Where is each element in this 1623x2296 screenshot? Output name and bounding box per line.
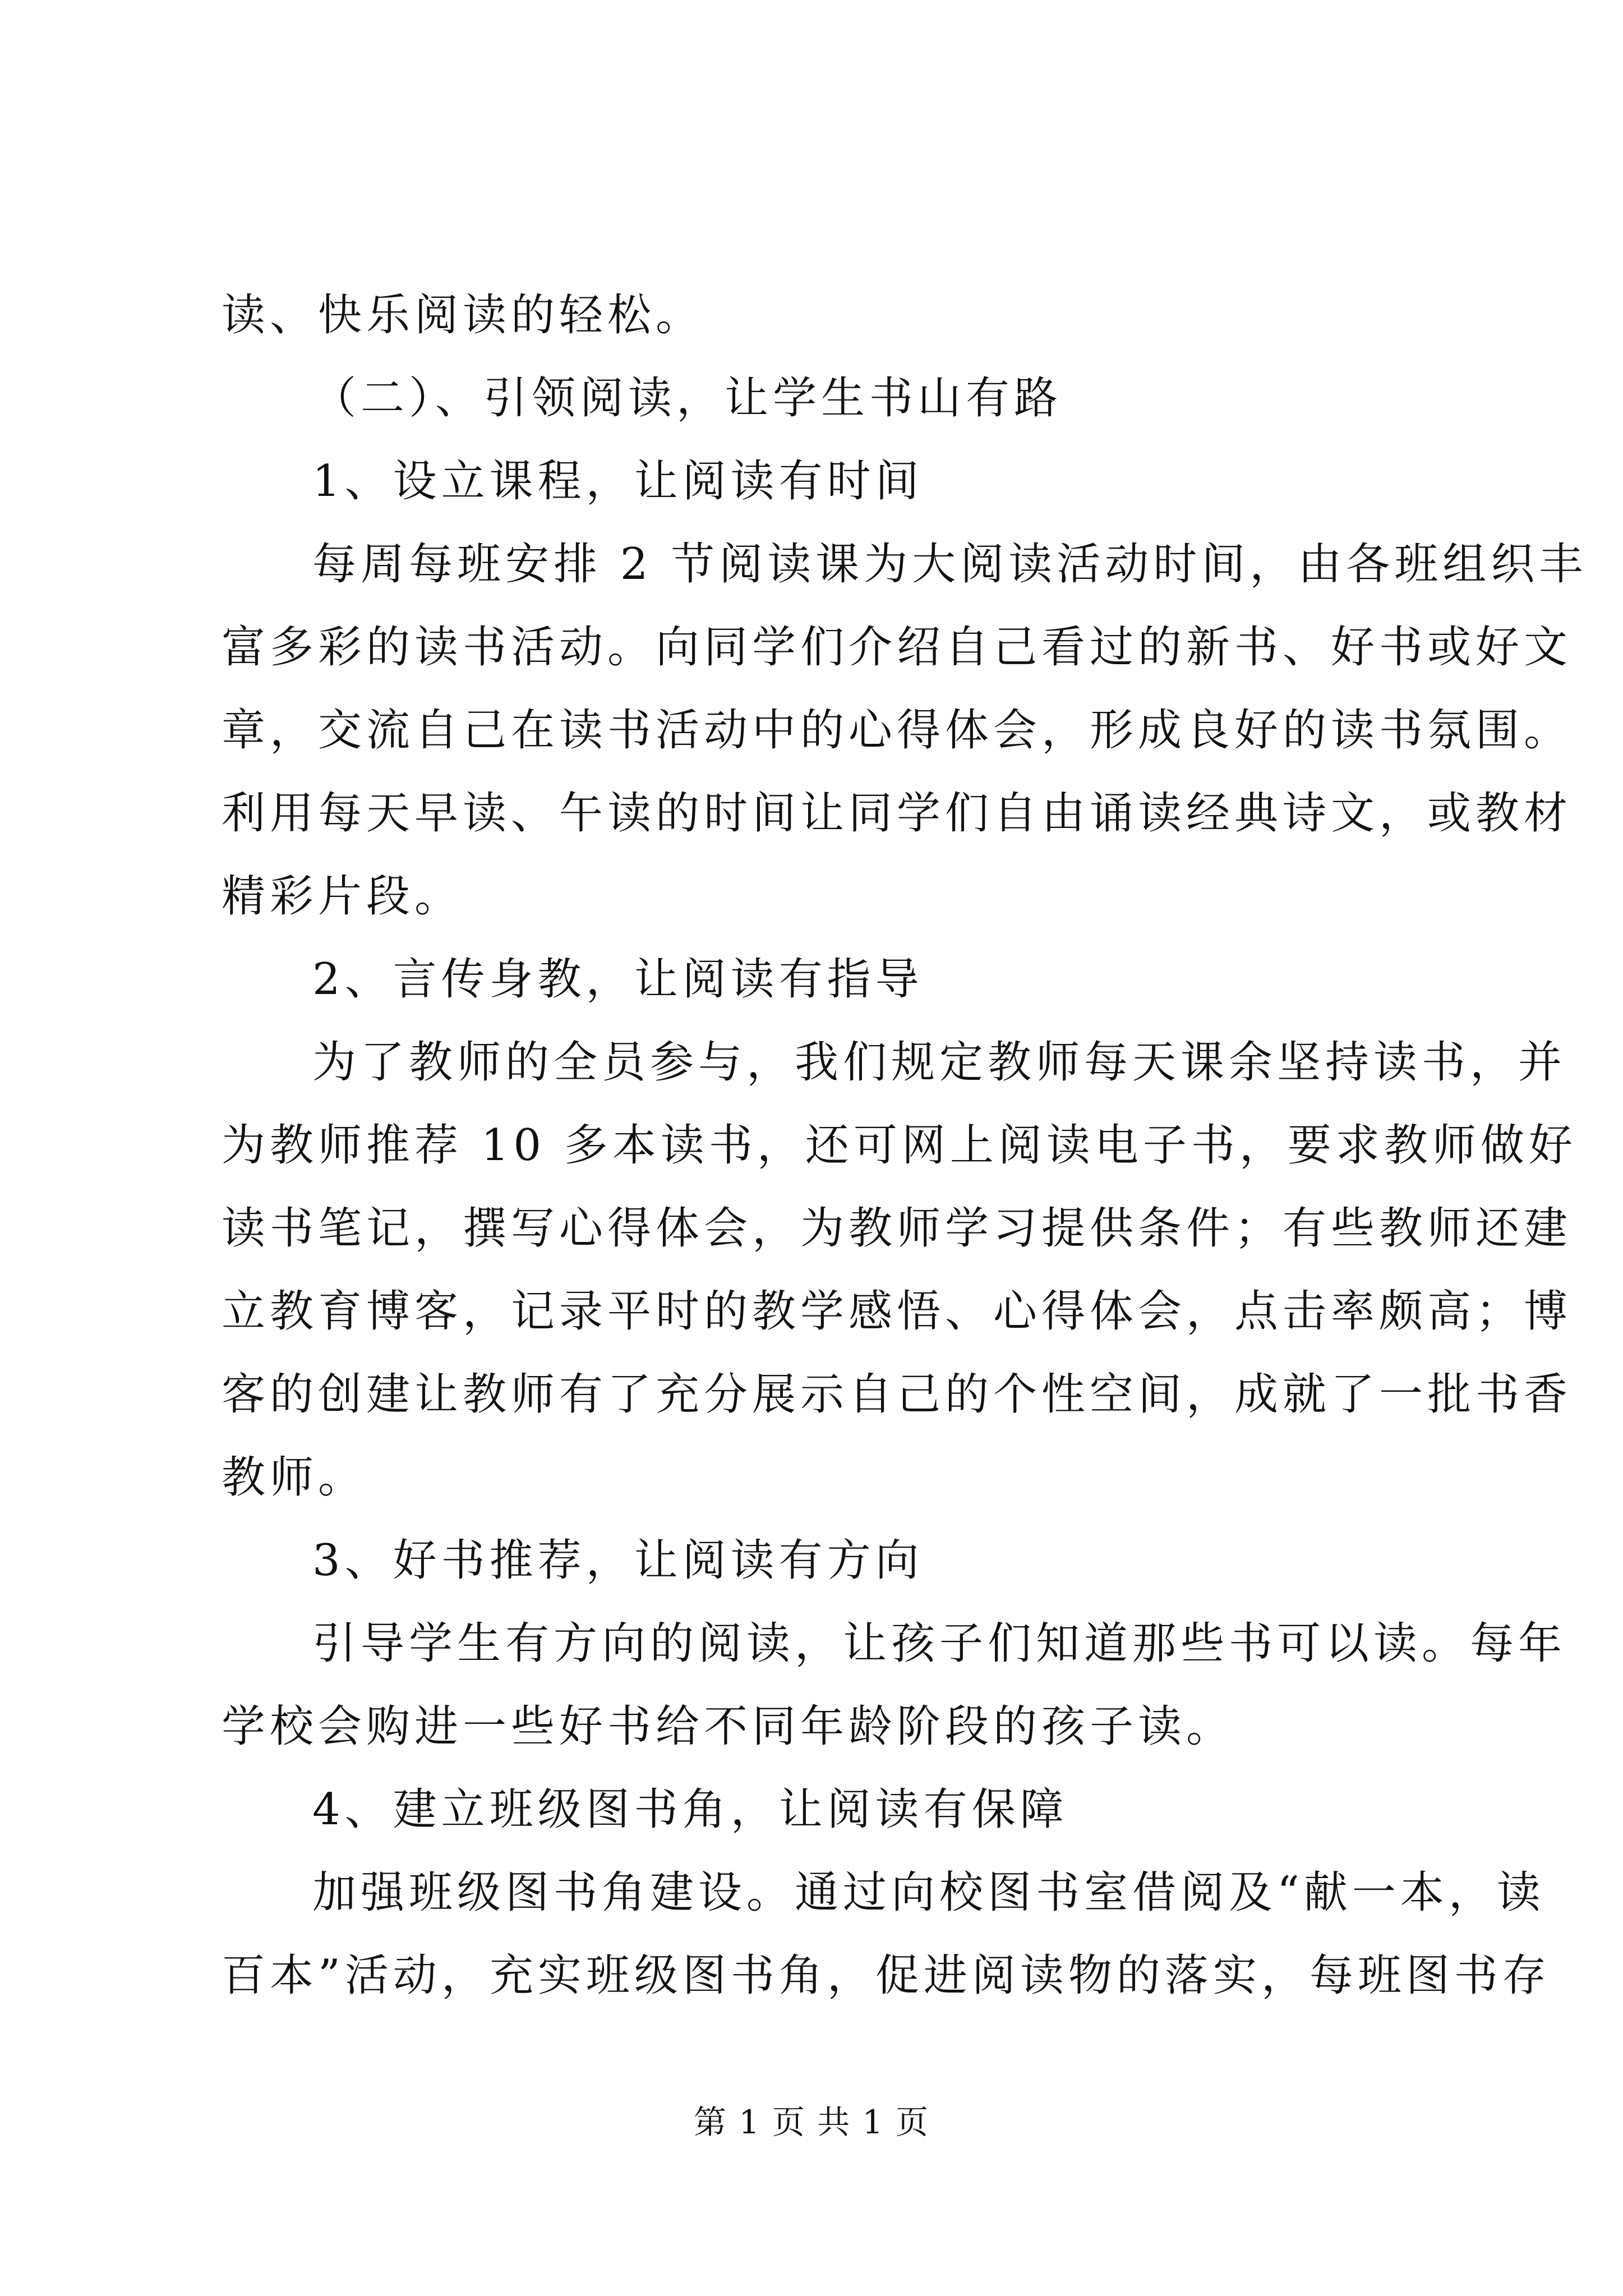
paragraph-4-line: 加强班级图书角建设。通过向校图书室借阅及“献一本，读 <box>312 1867 1545 1918</box>
paragraph-2-line: 读书笔记，撰写心得体会，为教师学习提供条件；有些教师还建 <box>222 1203 1573 1254</box>
paragraph-3-line: 引导学生有方向的阅读，让孩子们知道那些书可以读。每年 <box>312 1618 1567 1669</box>
paragraph-4-line: 百本”活动，充实班级图书角，促进阅读物的落实，每班图书存 <box>222 1950 1551 2001</box>
paragraph-continuation: 读、快乐阅读的轻松。 <box>222 290 704 341</box>
paragraph-1-line: 利用每天早读、午读的时间让同学们自由诵读经典诗文，或教材 <box>222 788 1573 839</box>
document-body <box>222 274 1588 2017</box>
paragraph-2-line: 立教育博客，记录平时的教学感悟、心得体会，点击率颇高；博 <box>222 1286 1573 1337</box>
paragraph-2-line: 教师。 <box>222 1452 367 1503</box>
paragraph-2-line: 客的创建让教师有了充分展示自己的个性空间，成就了一批书香 <box>222 1369 1573 1420</box>
subheading-4: 4、建立班级图书角，让阅读有保障 <box>312 1784 1068 1835</box>
subheading-1: 1、设立课程，让阅读有时间 <box>312 456 924 507</box>
paragraph-1-line: 富多彩的读书活动。向同学们介绍自己看过的新书、好书或好文 <box>222 622 1573 673</box>
paragraph-2-line: 为了教师的全员参与，我们规定教师每天课余坚持读书，并 <box>312 1037 1567 1088</box>
subheading-3: 3、好书推荐，让阅读有方向 <box>312 1535 924 1586</box>
section-heading: （二）、引领阅读，让学生书山有路 <box>312 373 1063 424</box>
paragraph-1-line: 精彩片段。 <box>222 871 463 922</box>
paragraph-1-line: 每周每班安排 2 节阅读课为大阅读活动时间，由各班组织丰 <box>312 539 1588 590</box>
paragraph-1-line: 章，交流自己在读书活动中的心得体会，形成良好的读书氛围。 <box>222 705 1573 756</box>
page-number-footer: 第 1 页 共 1 页 <box>694 2103 929 2141</box>
paragraph-2-line: 为教师推荐 10 多本读书，还可网上阅读电子书，要求教师做好 <box>222 1120 1577 1171</box>
subheading-2: 2、言传身教，让阅读有指导 <box>312 954 924 1005</box>
paragraph-3-line: 学校会购进一些好书给不同年龄阶段的孩子读。 <box>222 1701 1235 1752</box>
